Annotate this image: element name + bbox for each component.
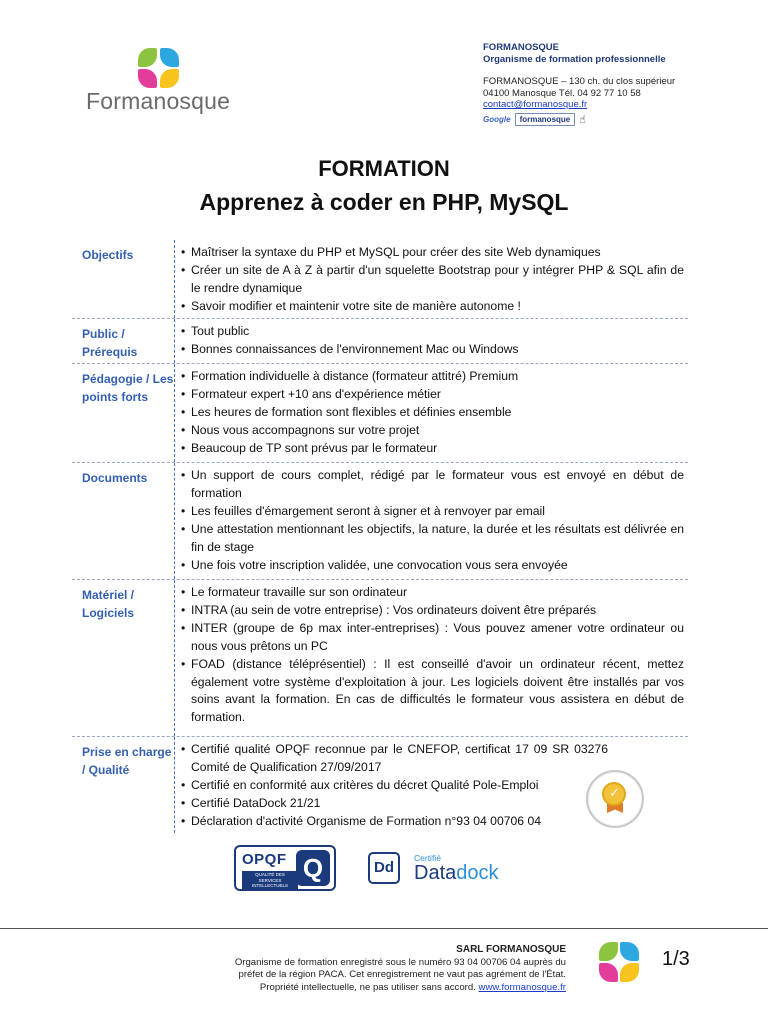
footer-line-2: préfet de la région PACA. Cet enregistrement ne vaut pas agrément de l'État. bbox=[238, 969, 566, 981]
list-item: • Les feuilles d'émargement seront à signer et à renvoyer par email bbox=[181, 503, 545, 518]
logo-petal-blue-icon bbox=[160, 48, 179, 67]
document-subtitle: Apprenez à coder en PHP, MySQL bbox=[199, 189, 569, 215]
list-item: • Une attestation mentionnant les objectifs, la nature, la durée et les résultats est délivrée en fin de stage bbox=[181, 521, 684, 554]
training-details-table bbox=[72, 240, 688, 833]
row-label: Matériel / Logiciels bbox=[82, 588, 135, 620]
logo-petal-pink-icon bbox=[138, 69, 157, 88]
row-content bbox=[174, 319, 688, 363]
logo-text: Formanosque bbox=[86, 88, 231, 114]
address-line-1: FORMANOSQUE – 130 ch. du clos supérieur bbox=[483, 76, 676, 87]
row-documents bbox=[72, 463, 688, 580]
list-item: • Certifié en conformité aux critères du décret Qualité Pole-Emploi bbox=[181, 777, 539, 792]
list-item: • Certifié DataDock 21/21 bbox=[181, 795, 321, 810]
row-content bbox=[174, 580, 688, 736]
org-name: FORMANOSQUE bbox=[483, 42, 559, 53]
list-item: • Formation individuelle à distance (formateur attitré) Premium bbox=[181, 369, 519, 383]
opqf-logo-q: Q bbox=[296, 850, 330, 886]
document-title: FORMATION bbox=[318, 156, 450, 181]
list-item: • Bonnes connaissances de l'environnement Mac ou Windows bbox=[181, 341, 519, 356]
google-search-query: formanosque bbox=[515, 113, 576, 126]
list-item: • Les heures de formation sont flexibles et définies ensemble bbox=[181, 404, 512, 419]
list-item: • Une fois votre inscription validée, une convocation vous sera envoyée bbox=[181, 557, 568, 572]
org-contact-block bbox=[483, 42, 675, 111]
contact-email-link[interactable]: contact@formanosque.fr bbox=[483, 99, 588, 110]
address-line-2: 04100 Manosque Tél. 04 92 77 10 58 bbox=[483, 87, 641, 99]
list-item: • INTER (groupe de 6p max inter-entreprises) : Vous pouvez amener votre ordinateur ou nous vous prêtons un PC bbox=[181, 620, 684, 653]
list-item: • FOAD (distance téléprésentiel) : Il est conseillé d'avoir un ordinateur récent, mettez également votre système d'exploitation à jour. Les logiciels doivent être installés par vos soins avant la formation. En cas de difficultés le formateur vous assistera en début de formation. bbox=[181, 656, 684, 725]
list-item: • Maîtriser la syntaxe du PHP et MySQL pour créer des site Web dynamiques bbox=[181, 245, 601, 259]
opqf-logo bbox=[234, 845, 336, 891]
list-item: • Nous vous accompagnons sur votre projet bbox=[181, 422, 420, 437]
row-label: Public / Prérequis bbox=[82, 327, 138, 359]
row-content bbox=[174, 364, 688, 462]
list-item: • Tout public bbox=[181, 324, 250, 338]
list-item: • INTRA (au sein de votre entreprise) : Vos ordinateurs doivent être préparés bbox=[181, 602, 597, 617]
google-search-badge[interactable] bbox=[483, 113, 586, 126]
list-item: • Savoir modifier et maintenir votre site de manière autonome ! bbox=[181, 298, 521, 313]
list-item: • Un support de cours complet, rédigé par le formateur vous est envoyé en début de formation bbox=[181, 468, 684, 500]
opqf-logo-text: OPQF bbox=[242, 851, 287, 868]
cursor-hand-icon: ☝ bbox=[579, 114, 586, 126]
quality-medal-icon: ✓ bbox=[586, 770, 644, 828]
logo-petal-green-icon bbox=[138, 48, 157, 67]
footer-legal-text bbox=[170, 944, 566, 994]
footer-line-1: Organisme de formation enregistré sous le numéro 93 04 00706 04 auprès du bbox=[234, 956, 566, 968]
footer-logo-icon bbox=[597, 940, 641, 984]
list-item: • Déclaration d'activité Organisme de Formation n°93 04 00706 04 bbox=[181, 813, 542, 828]
datadock-mark-icon: Dd bbox=[368, 852, 400, 884]
row-public-prerequis bbox=[72, 319, 688, 364]
footer-website-link[interactable]: www.formanosque.fr bbox=[478, 981, 566, 993]
list-item: • Le formateur travaille sur son ordinateur bbox=[181, 585, 408, 599]
row-objectifs bbox=[72, 240, 688, 319]
datadock-name: Datadock bbox=[414, 862, 499, 884]
footer-company: SARL FORMANOSQUE bbox=[456, 944, 566, 955]
footer-divider bbox=[0, 928, 768, 929]
logo-petal-yellow-icon bbox=[160, 69, 179, 88]
list-item: • Beaucoup de TP sont prévus par le formateur bbox=[181, 440, 438, 455]
datadock-logo bbox=[368, 850, 518, 890]
google-label: Google bbox=[483, 115, 511, 124]
row-materiel-logiciels bbox=[72, 580, 688, 737]
row-content bbox=[174, 463, 688, 579]
row-label: Objectifs bbox=[82, 248, 134, 262]
row-content bbox=[174, 240, 688, 318]
opqf-logo-subtitle: QUALITÉ DES SERVICES INTELLECTUELS bbox=[242, 871, 298, 890]
datadock-certified-label: Certifié bbox=[414, 853, 441, 863]
list-item: • Formateur expert +10 ans d'expérience métier bbox=[181, 386, 441, 401]
row-label: Prise en charge / Qualité bbox=[82, 745, 172, 777]
row-label: Documents bbox=[82, 471, 148, 485]
row-pedagogie bbox=[72, 364, 688, 463]
org-tagline: Organisme de formation professionnelle bbox=[483, 53, 666, 65]
list-item: • Créer un site de A à Z à partir d'un squelette Bootstrap pour y intégrer PHP & SQL afin de le rendre dynamique bbox=[181, 262, 684, 295]
footer-line-3: Propriété intellectuelle, ne pas utiliser sans accord. www.formanosque.fr bbox=[259, 981, 566, 993]
page-number: 1/3 bbox=[662, 948, 690, 970]
list-item: • Certifié qualité OPQF reconnue par le CNEFOP, certificat 17 09 SR 03276 Comité de Qualification 27/09/2017 bbox=[181, 742, 608, 774]
row-label: Pédagogie / Les points forts bbox=[82, 372, 174, 404]
